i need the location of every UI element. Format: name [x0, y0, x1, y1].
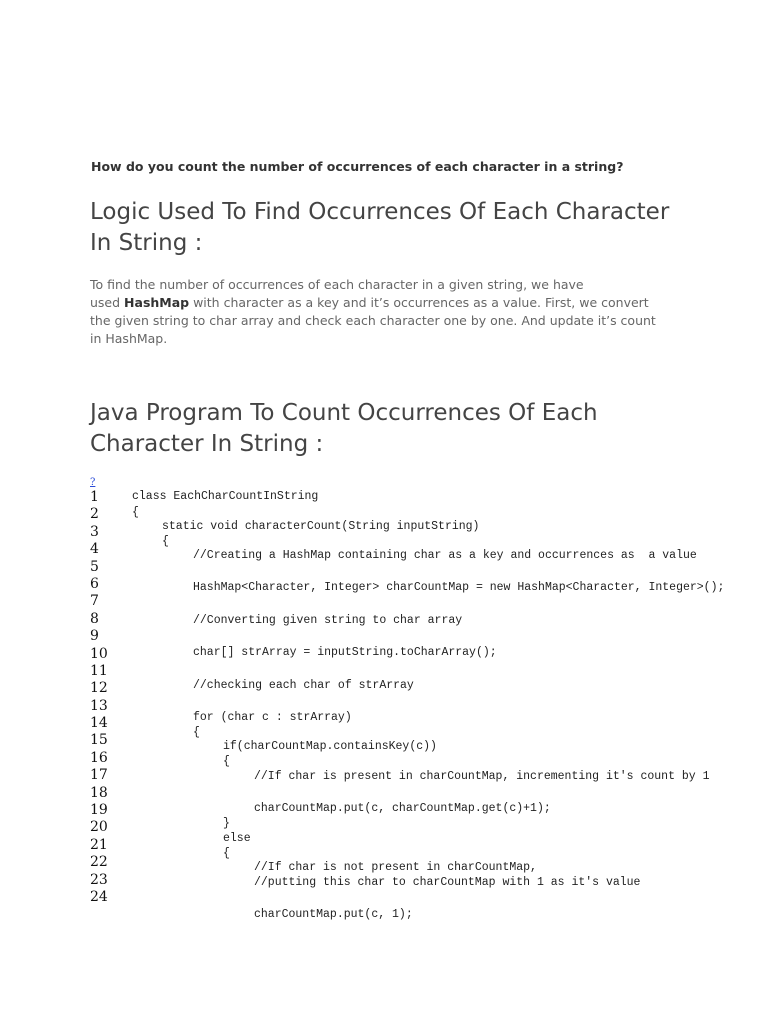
- line-number: 7: [90, 593, 99, 610]
- code-line: char[] strArray = inputString.toCharArray();: [193, 646, 497, 659]
- line-number: 3: [90, 523, 99, 540]
- code-line: if(charCountMap.containsKey(c)): [223, 740, 437, 753]
- code-line: //Converting given string to char array: [193, 614, 463, 627]
- line-number: 24: [90, 888, 108, 905]
- line-number: 11: [90, 662, 108, 679]
- paragraph-line-2-start: used: [90, 295, 125, 310]
- line-number: 20: [90, 819, 108, 836]
- code-line: static void characterCount(String inputString): [162, 520, 480, 533]
- paragraph-line-3: the given string to char array and check each character one by one. And update it’s count: [90, 313, 656, 328]
- line-number: 13: [90, 697, 108, 714]
- line-number: 17: [90, 767, 108, 784]
- line-number: 15: [90, 732, 108, 749]
- code-line: {: [193, 726, 200, 739]
- line-number: 1: [90, 489, 99, 505]
- paragraph-line-4: in HashMap.: [90, 331, 168, 346]
- question-text: How do you count the number of occurrences of each character in a string?: [91, 159, 624, 174]
- code-line: {: [162, 535, 169, 548]
- code-line: //Creating a HashMap containing char as a key and occurrences as a value: [193, 549, 697, 562]
- line-number: 23: [90, 871, 108, 888]
- code-line: class EachCharCountInString: [132, 490, 319, 503]
- heading-java-program: Java Program To Count Occurrences Of Each Character In String :: [90, 400, 598, 457]
- code-line: }: [223, 817, 230, 830]
- code-line: for (char c : strArray): [193, 711, 352, 724]
- line-number: 12: [90, 680, 108, 697]
- line-number-gutter: [90, 489, 120, 906]
- code-line: //If char is present in charCountMap, incrementing it's count by 1: [254, 770, 710, 783]
- line-number: 8: [90, 610, 99, 627]
- line-number: 10: [90, 645, 108, 662]
- code-line: charCountMap.put(c, 1);: [254, 908, 413, 921]
- line-number: 4: [90, 541, 99, 558]
- code-line: //putting this char to charCountMap with 1 as it's value: [254, 876, 641, 889]
- paragraph-line-2: [90, 294, 690, 312]
- line-number: 5: [90, 558, 99, 575]
- line-number: 18: [90, 784, 108, 801]
- line-number: 6: [90, 575, 99, 592]
- logic-paragraph: [90, 276, 690, 348]
- line-number: 19: [90, 802, 108, 819]
- line-number: 22: [90, 854, 108, 871]
- code-line: else: [223, 832, 251, 845]
- hashmap-bold-term: HashMap: [124, 295, 190, 310]
- code-line: {: [223, 755, 230, 768]
- paragraph-line-2-end: with character as a key and it’s occurrences as a value. First, we convert: [189, 295, 649, 310]
- code-line: HashMap<Character, Integer> charCountMap = new HashMap<Character, Integer>();: [193, 581, 725, 594]
- code-line: {: [132, 506, 139, 519]
- heading-logic: Logic Used To Find Occurrences Of Each Character In String :: [90, 199, 670, 256]
- view-source-link[interactable]: ?: [90, 477, 96, 488]
- line-number: 21: [90, 836, 108, 853]
- line-number: 2: [90, 506, 99, 523]
- code-line: {: [223, 847, 230, 860]
- code-line: //checking each char of strArray: [193, 679, 414, 692]
- line-number: 14: [90, 715, 108, 732]
- line-number: 16: [90, 749, 108, 766]
- line-number: 9: [90, 628, 99, 645]
- code-line: //If char is not present in charCountMap,: [254, 861, 537, 874]
- paragraph-line-1: To find the number of occurrences of each character in a given string, we have: [90, 277, 584, 292]
- code-line: charCountMap.put(c, charCountMap.get(c)+1);: [254, 802, 551, 815]
